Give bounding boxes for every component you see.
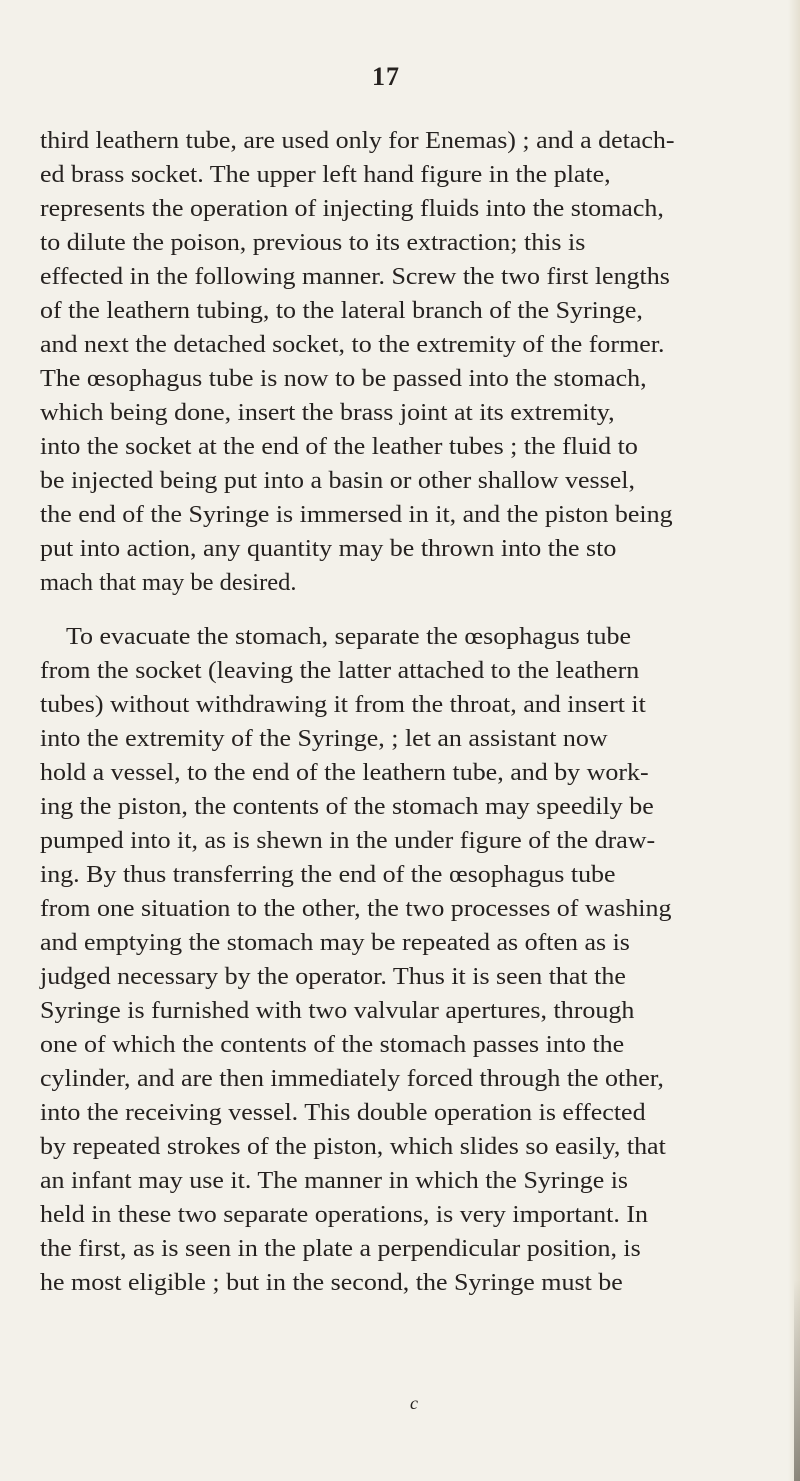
page-number: 17: [372, 62, 400, 91]
text-line: ed brass socket. The upper left hand figure in the plate,: [40, 161, 611, 188]
text-line: put into action, any quantity may be thrown into the sto: [40, 535, 617, 562]
text-line: an infant may use it. The manner in which the Syringe is: [40, 1167, 629, 1194]
text-line: hold a vessel, to the end of the leathern tube, and by work-: [40, 759, 649, 786]
signature-mark: c: [410, 1393, 418, 1413]
text-line: the first, as is seen in the plate a perpendicular position, is: [40, 1235, 641, 1262]
text-line: from one situation to the other, the two processes of washing: [40, 895, 672, 922]
text-line: Syringe is furnished with two valvular apertures, through: [40, 997, 635, 1024]
page-edge-shadow: [794, 1280, 800, 1481]
text-line: held in these two separate operations, is very important. In: [40, 1201, 648, 1228]
text-line: into the socket at the end of the leather tubes ; the fluid to: [40, 433, 638, 460]
text-line: by repeated strokes of the piston, which slides so easily, that: [40, 1133, 666, 1160]
text-line: one of which the contents of the stomach passes into the: [40, 1031, 625, 1058]
text-line: into the receiving vessel. This double operation is effected: [40, 1099, 646, 1126]
text-line: effected in the following manner. Screw the two first lengths: [40, 263, 670, 290]
text-line: tubes) without withdrawing it from the throat, and insert it: [40, 691, 646, 718]
text-line: pumped into it, as is shewn in the under figure of the draw-: [40, 827, 656, 854]
text-line: represents the operation of injecting fluids into the stomach,: [40, 195, 664, 222]
text-line: of the leathern tubing, to the lateral branch of the Syringe,: [40, 297, 643, 324]
text-line: mach that may be desired.: [40, 569, 297, 596]
text-line: cylinder, and are then immediately forced through the other,: [40, 1065, 664, 1092]
text-line: to dilute the poison, previous to its extraction; this is: [40, 229, 586, 256]
text-line: and emptying the stomach may be repeated as often as is: [40, 929, 630, 956]
text-line: he most eligible ; but in the second, the Syringe must be: [40, 1269, 623, 1296]
text-line: judged necessary by the operator. Thus it is seen that the: [40, 963, 626, 990]
text-line: which being done, insert the brass joint at its extremity,: [40, 399, 615, 426]
text-line: third leathern tube, are used only for Enemas) ; and a detach-: [40, 127, 675, 154]
text-line: be injected being put into a basin or other shallow vessel,: [40, 467, 636, 494]
text-line: ing. By thus transferring the end of the œsophagus tube: [40, 861, 616, 888]
text-line: The œsophagus tube is now to be passed into the stomach,: [40, 365, 647, 392]
text-line: To evacuate the stomach, separate the œsophagus tube: [66, 623, 631, 650]
text-line: and next the detached socket, to the extremity of the former.: [40, 331, 665, 358]
text-line: from the socket (leaving the latter attached to the leathern: [40, 657, 640, 684]
page-edge-shading: [788, 0, 800, 1481]
text-line: the end of the Syringe is immersed in it, and the piston being: [40, 501, 673, 528]
text-line: into the extremity of the Syringe, ; let an assistant now: [40, 725, 608, 752]
text-line: ing the piston, the contents of the stomach may speedily be: [40, 793, 654, 820]
